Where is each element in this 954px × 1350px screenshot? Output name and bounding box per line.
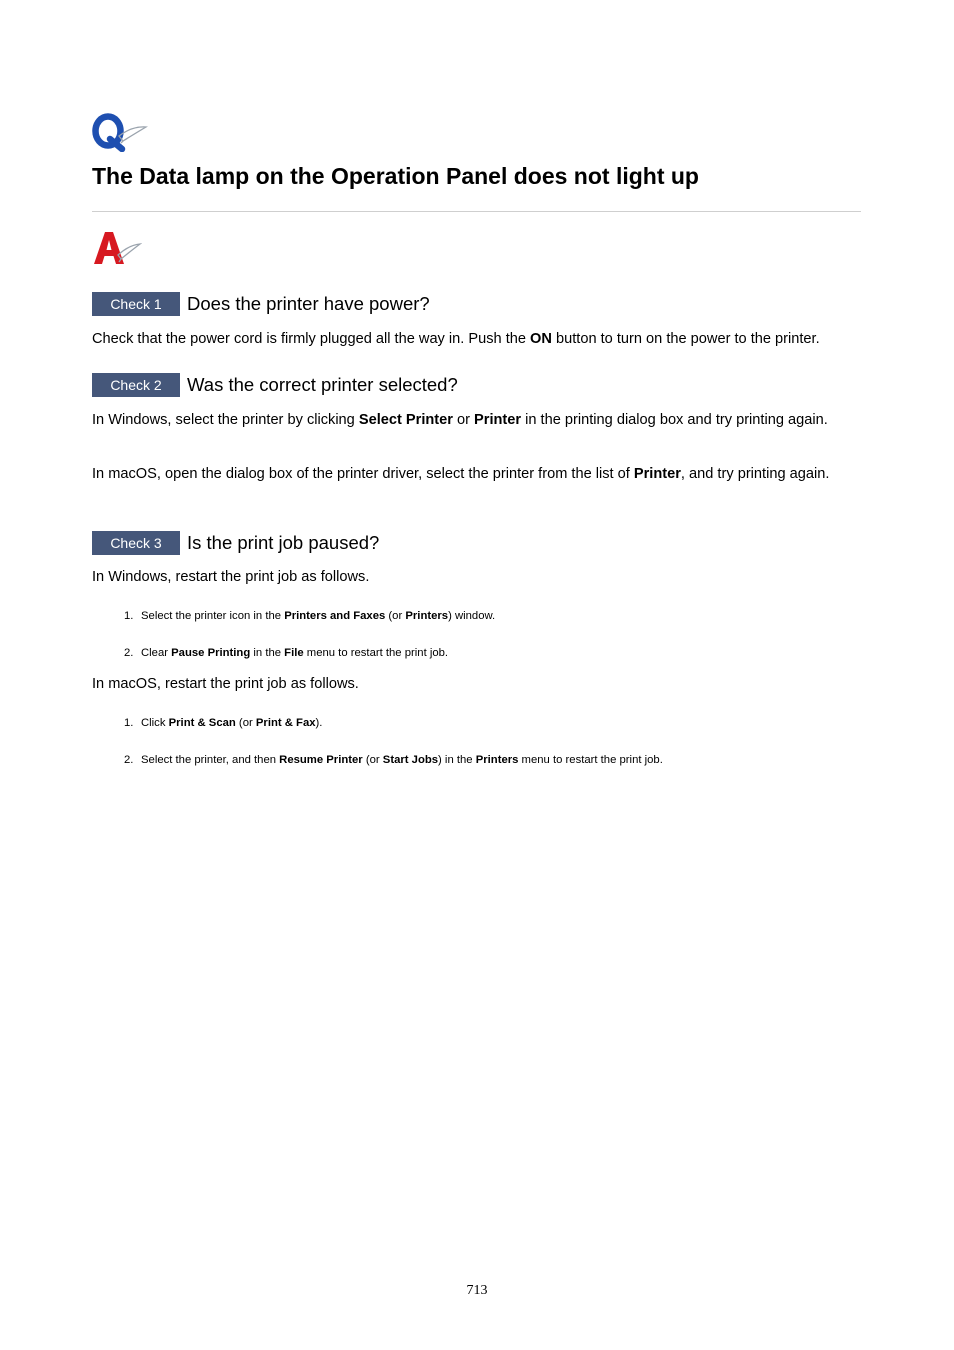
list-item: 2. Select the printer, and then Resume Printer (or Start Jobs) in the Printers menu to restart the print job. [124,754,663,766]
check-1-text: Check that the power cord is firmly plugged all the way in. Push the ON button to turn on the power to the printer. [92,331,820,347]
page-number: 713 [466,1283,488,1298]
list-item: 1. Click Print & Scan (or Print & Fax). [124,717,323,729]
check-1-heading [92,292,430,316]
list-item: 2. Clear Pause Printing in the File menu to restart the print job. [124,647,449,659]
page-title: The Data lamp on the Operation Panel does not light up [92,163,699,189]
check-3-heading [92,531,379,555]
check-question: Was the correct printer selected? [187,374,458,395]
check-3-mac-intro: In macOS, restart the print job as follows. [92,676,359,692]
check-2-heading [92,373,458,397]
check-2-mac-text: In macOS, open the dialog box of the printer driver, select the printer from the list of Printer, and try printing again. [92,466,830,482]
check-2-windows-text: In Windows, select the printer by clicking Select Printer or Printer in the printing dialog box and try printing again. [92,412,828,428]
check-question: Does the printer have power? [187,293,430,314]
check-question: Is the print job paused? [187,532,380,553]
check-badge: Check 1 [92,292,182,316]
check-badge: Check 2 [92,373,182,397]
divider [92,211,861,212]
list-item: 1. Select the printer icon in the Printers and Faxes (or Printers) window. [124,610,496,622]
question-mark-icon [92,112,148,152]
check-badge: Check 3 [92,531,182,555]
answer-mark-icon [92,229,142,267]
check-3-windows-intro: In Windows, restart the print job as follows. [92,569,370,585]
